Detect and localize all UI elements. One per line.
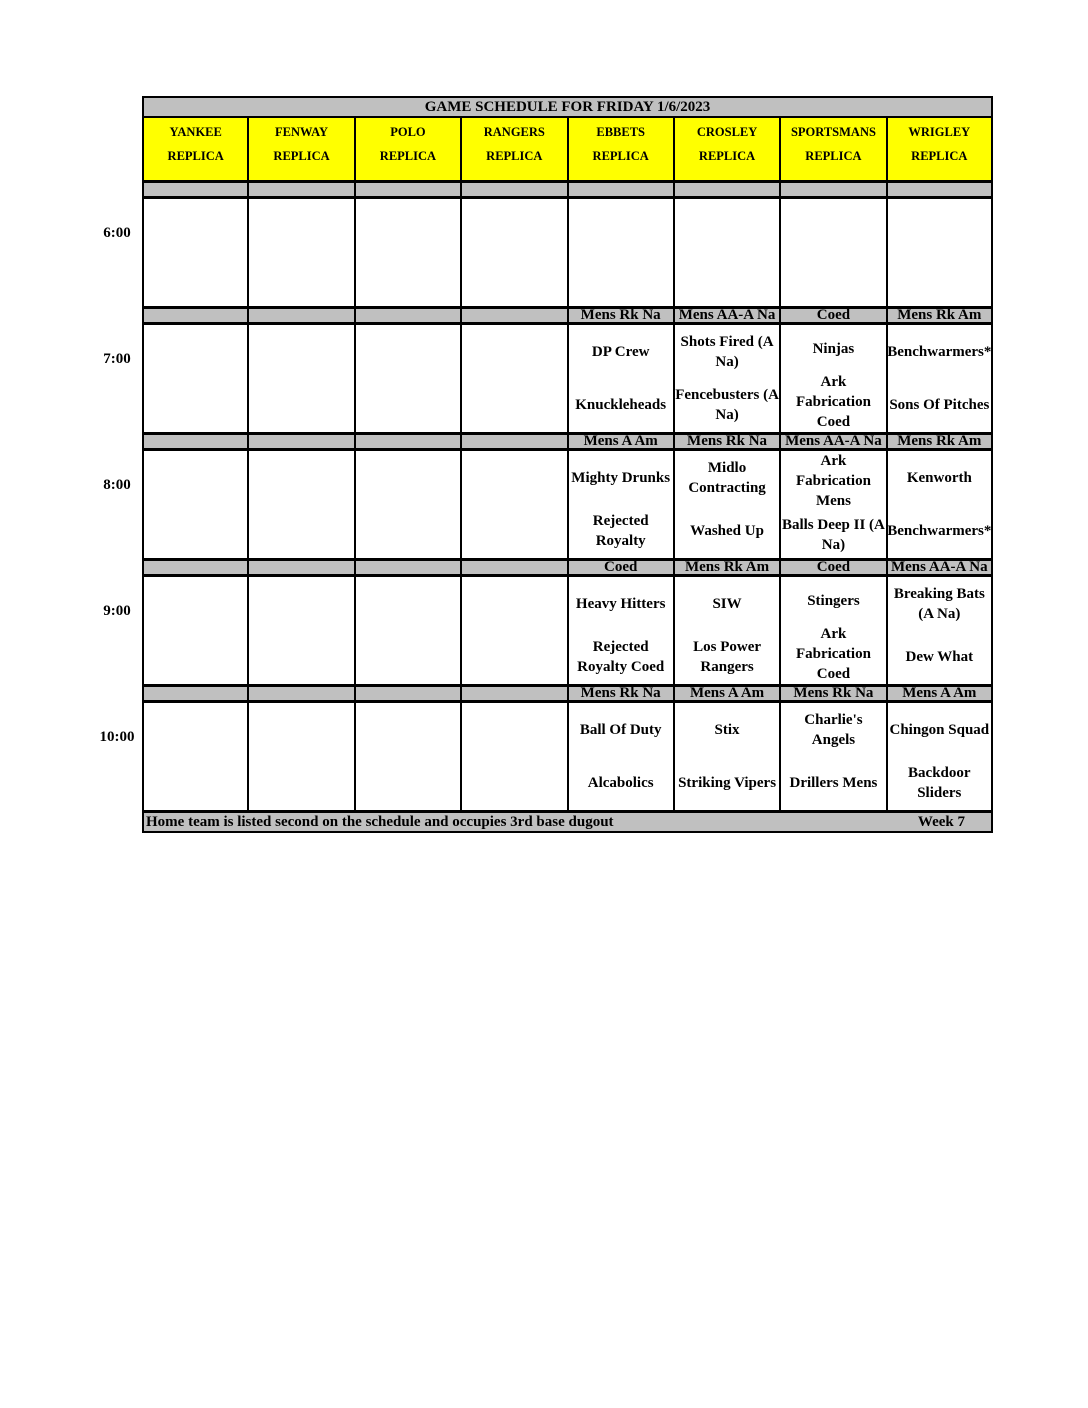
field-sub: REPLICA: [805, 149, 862, 163]
division-label: Mens Rk Am: [887, 307, 993, 323]
division-label: Mens AA-A Na: [674, 307, 780, 323]
away-team: [675, 199, 779, 253]
away-team: [249, 199, 353, 253]
game-cell: [248, 449, 354, 559]
away-team: Mighty Drunks: [571, 469, 671, 486]
home-team: [462, 505, 566, 559]
division-label: Coed: [568, 559, 674, 575]
division-label: Coed: [780, 307, 886, 323]
week-label: Week 7: [917, 814, 965, 830]
division-label: [674, 181, 780, 197]
away-team: [781, 199, 885, 253]
game-cell: [568, 197, 674, 307]
home-team: [144, 253, 247, 307]
division-label: [248, 181, 354, 197]
away-team: [356, 199, 460, 253]
field-header: [461, 118, 567, 181]
game-cell: [461, 575, 567, 685]
home-team: [144, 379, 247, 433]
division-label: [248, 559, 354, 575]
field-name: CROSLEY: [696, 125, 758, 139]
home-team: Ark Fabrication Coed: [795, 626, 871, 682]
away-team: Heavy Hitters: [575, 595, 666, 612]
home-team: Striking Vipers: [678, 775, 777, 792]
game-cell: [142, 449, 248, 559]
home-team: [462, 757, 566, 811]
away-team: [144, 703, 247, 757]
division-label: [142, 559, 248, 575]
footer-note: Home team is listed second on the schedule and occupies 3rd base dugout: [146, 814, 614, 830]
away-team: Ball Of Duty: [579, 721, 662, 738]
away-team: [462, 577, 566, 631]
game-cell: [461, 701, 567, 811]
division-row: [142, 685, 993, 701]
game-cell: [142, 197, 248, 307]
division-label: Mens A Am: [674, 685, 780, 701]
home-team: [675, 253, 779, 307]
field-header: [142, 118, 248, 181]
schedule-sheet: [142, 96, 993, 833]
away-team: [144, 451, 247, 505]
time-label: 8:00: [103, 477, 131, 493]
division-label: [248, 307, 354, 323]
field-sub: REPLICA: [592, 149, 649, 163]
field-header-row: [142, 118, 993, 181]
division-label: [355, 433, 461, 449]
division-label: [355, 181, 461, 197]
home-team: Rejected Royalty: [592, 513, 649, 550]
schedule-title: GAME SCHEDULE FOR FRIDAY 1/6/2023: [142, 96, 993, 118]
away-team: [462, 703, 566, 757]
home-team: Fencebusters (A Na): [675, 387, 779, 424]
division-label: Mens AA-A Na: [887, 559, 993, 575]
field-header: [355, 118, 461, 181]
field-header: [568, 118, 674, 181]
game-row: [142, 323, 993, 433]
home-team: Backdoor Sliders: [908, 765, 971, 802]
division-label: Mens Rk Na: [568, 685, 674, 701]
time-label: 6:00: [103, 225, 131, 241]
home-team: [249, 631, 353, 685]
division-label: [248, 433, 354, 449]
game-cell: [887, 701, 993, 811]
home-team: [144, 757, 247, 811]
home-team: [249, 253, 353, 307]
division-label: [142, 307, 248, 323]
division-label: [461, 685, 567, 701]
field-name: SPORTSMANS: [790, 125, 876, 139]
home-team: Dew What: [905, 649, 974, 666]
home-team: Alcabolics: [587, 775, 654, 792]
division-label: [461, 181, 567, 197]
away-team: [462, 199, 566, 253]
division-label: Mens Rk Am: [674, 559, 780, 575]
division-label: Mens Rk Na: [568, 307, 674, 323]
game-cell: [355, 575, 461, 685]
game-cell: [461, 323, 567, 433]
field-sub: REPLICA: [167, 149, 224, 163]
game-cell: [461, 197, 567, 307]
away-team: Charlie's Angels: [804, 711, 863, 748]
time-label: 10:00: [99, 729, 135, 745]
game-cell: [248, 575, 354, 685]
home-team: Sons Of Pitches: [889, 397, 990, 414]
division-label: [355, 307, 461, 323]
game-cell: [887, 449, 993, 559]
game-cell: [887, 575, 993, 685]
away-team: [356, 325, 460, 379]
away-team: [249, 577, 353, 631]
game-cell: [674, 197, 780, 307]
division-label: [461, 307, 567, 323]
game-cell: [355, 701, 461, 811]
home-team: Drillers Mens: [789, 775, 878, 792]
game-cell: [674, 323, 780, 433]
away-team: SIW: [712, 595, 742, 612]
game-cell: [142, 575, 248, 685]
game-row: [142, 449, 993, 559]
home-team: [462, 379, 566, 433]
time-slots: [142, 181, 993, 811]
time-label: 9:00: [103, 603, 131, 619]
away-team: Shots Fired (A Na): [680, 333, 774, 370]
home-team: Benchwarmers*: [887, 523, 992, 540]
field-name: EBBETS: [596, 125, 645, 139]
game-cell: [674, 449, 780, 559]
home-team: [356, 631, 460, 685]
field-header: [780, 118, 886, 181]
home-team: [144, 505, 247, 559]
home-team: [462, 631, 566, 685]
away-team: Benchwarmers*: [887, 343, 992, 360]
game-cell: [568, 701, 674, 811]
away-team: [569, 199, 673, 253]
field-name: WRIGLEY: [908, 125, 971, 139]
field-sub: REPLICA: [379, 149, 437, 163]
field-sub: REPLICA: [911, 149, 968, 163]
home-team: Washed Up: [690, 523, 764, 540]
away-team: [356, 703, 460, 757]
home-team: Ark Fabrication Coed: [795, 374, 871, 430]
away-team: DP Crew: [591, 343, 650, 360]
away-team: Stix: [714, 721, 740, 738]
away-team: Chingon Squad: [889, 721, 990, 738]
division-label: [887, 181, 993, 197]
home-team: [249, 757, 353, 811]
away-team: Stingers: [807, 592, 860, 609]
away-team: Breaking Bats (A Na): [893, 585, 985, 622]
division-label: [355, 685, 461, 701]
division-label: Mens Rk Na: [780, 685, 886, 701]
away-team: [144, 325, 247, 379]
time-label: 7:00: [103, 351, 131, 367]
division-label: Mens Rk Am: [887, 433, 993, 449]
field-header: [248, 118, 354, 181]
home-team: [888, 253, 991, 307]
home-team: [356, 253, 460, 307]
away-team: [888, 199, 991, 253]
game-row: [142, 575, 993, 685]
field-sub: REPLICA: [698, 149, 756, 163]
division-label: [142, 433, 248, 449]
game-cell: [568, 323, 674, 433]
field-sub: REPLICA: [273, 149, 330, 163]
game-cell: [887, 323, 993, 433]
division-label: [568, 181, 674, 197]
home-team: Knuckleheads: [575, 397, 667, 414]
division-row: [142, 433, 993, 449]
game-row: [142, 701, 993, 811]
game-cell: [355, 197, 461, 307]
division-label: [780, 181, 886, 197]
away-team: Midlo Contracting: [688, 459, 766, 496]
away-team: [462, 451, 566, 505]
division-label: Mens AA-A Na: [780, 433, 886, 449]
game-cell: [248, 701, 354, 811]
field-header: [887, 118, 993, 181]
away-team: Ark Fabrication Mens: [795, 453, 871, 509]
away-team: [249, 703, 353, 757]
field-sub: REPLICA: [486, 149, 543, 163]
away-team: [249, 325, 353, 379]
game-cell: [568, 449, 674, 559]
field-name: YANKEE: [169, 125, 222, 139]
field-name: RANGERS: [483, 125, 545, 139]
game-cell: [355, 323, 461, 433]
home-team: [356, 757, 460, 811]
away-team: [144, 577, 247, 631]
away-team: Ninjas: [812, 340, 855, 357]
home-team: [462, 253, 566, 307]
division-label: [142, 685, 248, 701]
division-label: [248, 685, 354, 701]
division-row: [142, 307, 993, 323]
away-team: [462, 325, 566, 379]
game-cell: [674, 701, 780, 811]
away-team: Kenworth: [906, 469, 972, 486]
home-team: [249, 379, 353, 433]
game-cell: [568, 575, 674, 685]
home-team: Rejected Royalty Coed: [577, 639, 665, 676]
home-team: Balls Deep II (A Na): [781, 516, 885, 553]
home-team: Los Power Rangers: [693, 639, 762, 676]
game-cell: [780, 449, 886, 559]
game-cell: [142, 323, 248, 433]
away-team: [144, 199, 247, 253]
game-row: [142, 197, 993, 307]
game-cell: [248, 197, 354, 307]
division-label: Coed: [780, 559, 886, 575]
home-team: [569, 253, 673, 307]
division-label: [461, 559, 567, 575]
home-team: [781, 253, 885, 307]
division-label: Mens A Am: [568, 433, 674, 449]
game-cell: [248, 323, 354, 433]
game-cell: [780, 575, 886, 685]
game-cell: [461, 449, 567, 559]
game-cell: [780, 701, 886, 811]
home-team: [356, 379, 460, 433]
field-name: FENWAY: [275, 125, 329, 139]
schedule-footer: [142, 811, 993, 833]
game-cell: [355, 449, 461, 559]
home-team: [249, 505, 353, 559]
game-cell: [674, 575, 780, 685]
field-header: [674, 118, 780, 181]
division-label: [461, 433, 567, 449]
home-team: [144, 631, 247, 685]
game-cell: [780, 323, 886, 433]
away-team: [249, 451, 353, 505]
division-row: [142, 181, 993, 197]
game-cell: [780, 197, 886, 307]
field-name: POLO: [390, 125, 426, 139]
division-label: Mens A Am: [887, 685, 993, 701]
home-team: [356, 505, 460, 559]
division-label: [142, 181, 248, 197]
division-label: Mens Rk Na: [674, 433, 780, 449]
division-label: [355, 559, 461, 575]
division-row: [142, 559, 993, 575]
game-cell: [887, 197, 993, 307]
away-team: [356, 577, 460, 631]
game-cell: [142, 701, 248, 811]
away-team: [356, 451, 460, 505]
